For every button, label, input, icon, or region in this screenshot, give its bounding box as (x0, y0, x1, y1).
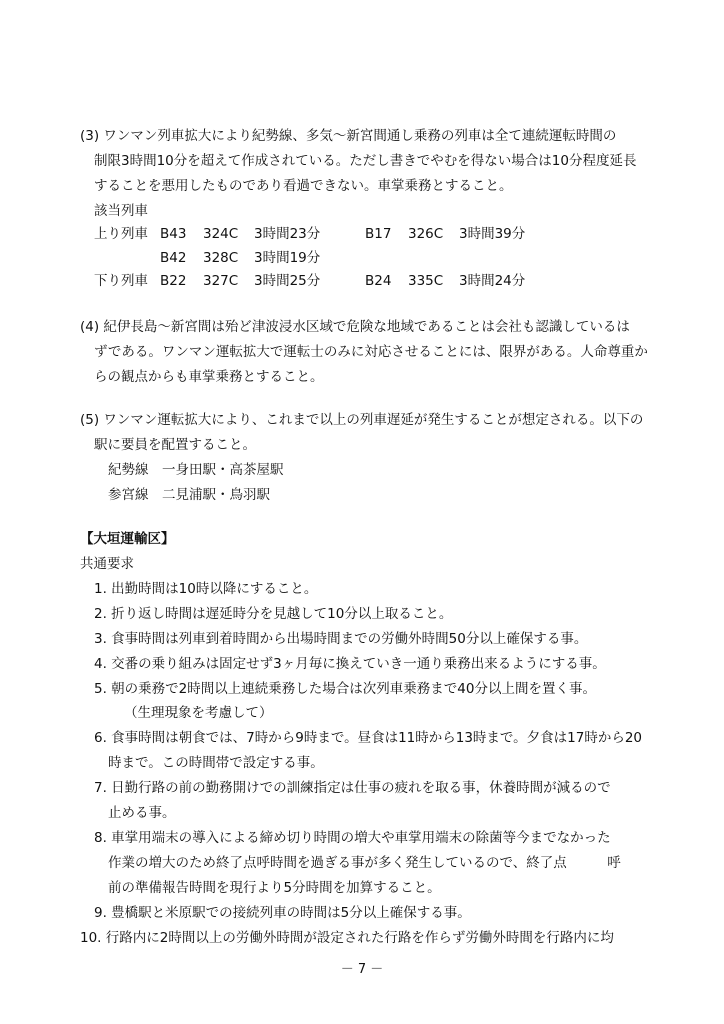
list-item-continuation: 前の準備報告時間を現行より5分時間を加算すること。 (108, 880, 441, 896)
train-number: B24 (365, 273, 392, 289)
train-code: 328C (203, 250, 239, 266)
train-duration: 3時間23分 (254, 226, 321, 242)
train-duration: 3時間19分 (254, 250, 321, 266)
up-trains-label: 上り列車 (94, 226, 148, 242)
list-item: 2. 折り返し時間は遅延時分を見越して10分以上取ること。 (94, 606, 453, 622)
list-item: 10. 行路内に2時間以上の労働外時間が設定された行路を作らず労働外時間を行路内に均 (80, 930, 614, 946)
station-assignment: 紀勢線 一身田駅・高茶屋駅 (108, 462, 284, 478)
train-duration: 3時間39分 (459, 226, 526, 242)
train-code: 326C (408, 226, 444, 242)
train-code: 327C (203, 273, 239, 289)
list-item-continuation: 止める事。 (108, 805, 176, 821)
section4-line-2: ずである。ワンマン運転拡大で運転士のみに対応させることには、限界がある。人命尊重か (94, 344, 648, 360)
train-number: B42 (160, 250, 187, 266)
section4-line-1: (4) 紀伊長島～新宮間は殆ど津波浸水区域で危険な地域であることは会社も認識しているは (80, 319, 630, 335)
list-item: 5. 朝の乗務で2時間以上連続乗務した場合は次列車乗務まで40分以上間を置く事。 (94, 681, 596, 697)
section5-line-2: 駅に要員を配置すること。 (94, 437, 256, 453)
train-list-heading: 該当列車 (94, 203, 148, 219)
section4-line-3: らの観点からも車掌乗務とすること。 (94, 369, 324, 385)
station-assignment: 参宮線 二見浦駅・鳥羽駅 (108, 487, 270, 503)
train-duration: 3時間24分 (459, 273, 526, 289)
down-trains-label: 下り列車 (94, 273, 148, 289)
list-item-continuation: 作業の増大のため終了点呼時間を過ぎる事が多く発生しているので、終了点 呼 (108, 855, 621, 871)
list-item-continuation: 時まで。この時間帯で設定する事。 (108, 755, 324, 771)
list-item: 9. 豊橋駅と米原駅での接続列車の時間は5分以上確保する事。 (94, 905, 471, 921)
common-requirements-label: 共通要求 (80, 556, 134, 572)
train-number: B43 (160, 226, 187, 242)
section3-line-1: (3) ワンマン列車拡大により紀勢線、多気～新宮間通し乗務の列車は全て連続運転時間の (80, 128, 617, 144)
train-number: B17 (365, 226, 392, 242)
train-code: 324C (203, 226, 239, 242)
section3-line-3: することを悪用したものであり看過できない。車掌乗務とすること。 (94, 178, 513, 194)
list-item: 7. 日勤行路の前の勤務開けでの訓練指定は仕事の疲れを取る事，休養時間が減るので (94, 780, 611, 796)
list-item: 6. 食事時間は朝食では、7時から9時まで。昼食は11時から13時まで。夕食は17時から20 (94, 730, 643, 746)
section5-line-1: (5) ワンマン運転拡大により、これまで以上の列車遅延が発生することが想定される。以下の (80, 412, 644, 428)
train-number: B22 (160, 273, 187, 289)
list-item-note: （生理現象を考慮して） (124, 705, 273, 721)
train-code: 335C (408, 273, 444, 289)
list-item: 3. 食事時間は列車到着時間から出場時間までの労働外時間50分以上確保する事。 (94, 631, 588, 647)
section3-line-2: 制限3時間10分を超えて作成されている。ただし書きでやむを得ない場合は10分程度延長 (94, 153, 637, 169)
train-duration: 3時間25分 (254, 273, 321, 289)
page-number: － 7 － (340, 962, 384, 977)
list-item: 4. 交番の乗り組みは固定せず3ヶ月毎に換えていき一通り乗務出来るようにする事。 (94, 656, 606, 672)
list-item: 8. 車掌用端末の導入による締め切り時間の増大や車掌用端末の除菌等今までなかった (94, 830, 611, 846)
list-item: 1. 出勤時間は10時以降にすること。 (94, 581, 318, 597)
section-heading: 【大垣運輸区】 (80, 531, 175, 547)
